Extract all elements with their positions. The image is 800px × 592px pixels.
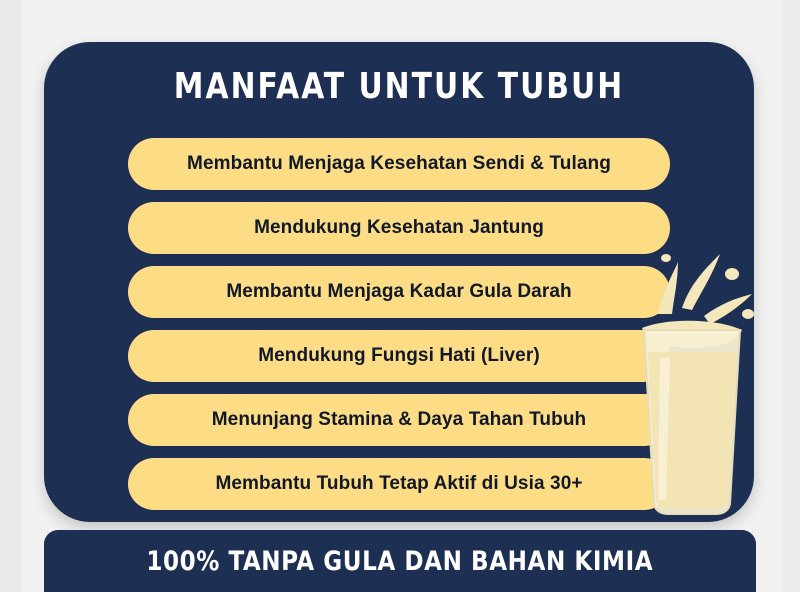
benefits-card [44,42,754,522]
list-item [128,266,670,318]
footer-banner [44,530,756,592]
benefit-label: Membantu Tubuh Tetap Aktif di Usia 30+ [215,473,583,494]
page-title: MANFAAT UNTUK TUBUH [173,66,625,107]
list-item [128,394,670,446]
benefit-label: Membantu Menjaga Kesehatan Sendi & Tulang [187,153,611,174]
list-item [128,330,670,382]
benefit-label: Menunjang Stamina & Daya Tahan Tubuh [211,409,587,430]
list-item [128,202,670,254]
list-item [128,458,670,510]
page-edge-left [0,0,22,592]
page-edge-right [782,0,800,592]
benefit-label: Membantu Menjaga Kadar Gula Darah [226,281,572,302]
footer-text: 100% TANPA GULA DAN BAHAN KIMIA [146,545,654,577]
benefit-label: Mendukung Kesehatan Jantung [254,217,544,238]
benefits-list [128,138,670,510]
benefit-label: Mendukung Fungsi Hati (Liver) [258,345,540,366]
list-item [128,138,670,190]
